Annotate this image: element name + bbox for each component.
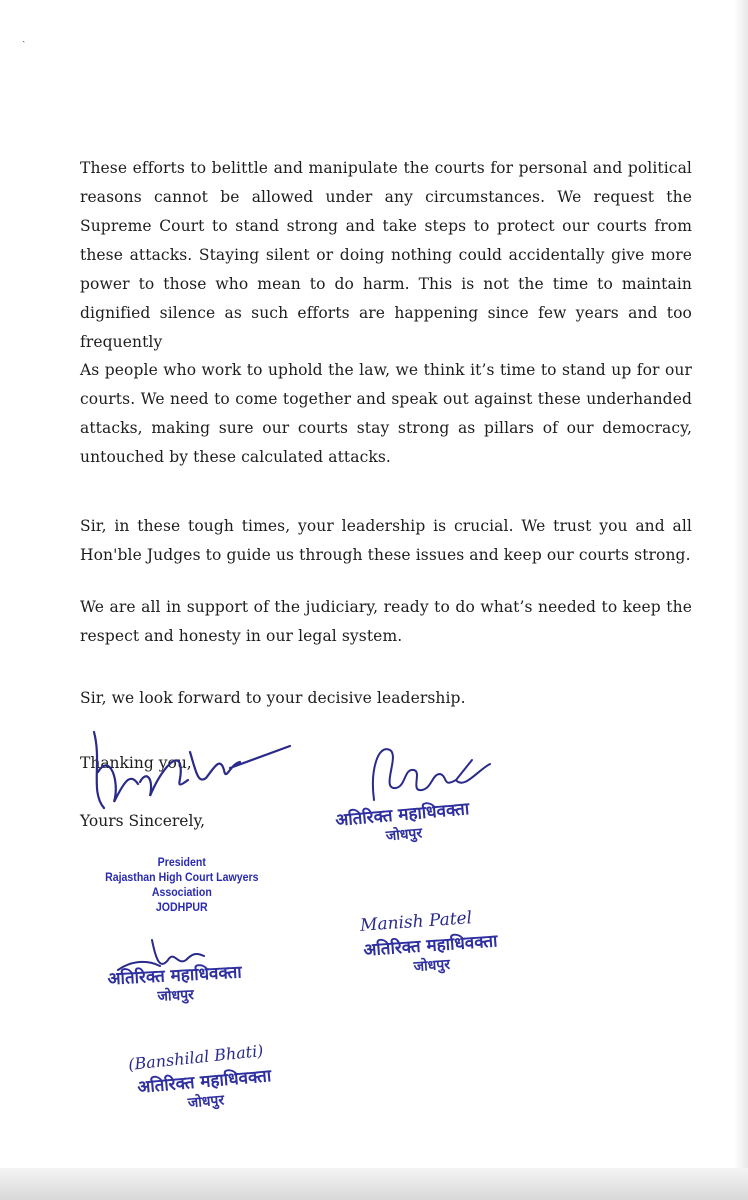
corner-mark: ˎ bbox=[22, 32, 26, 43]
paragraph-4: We are all in support of the judiciary, ready to do what’s needed to keep the respect and honesty in our legal system. bbox=[80, 598, 692, 645]
stamp-place: जोधपुर bbox=[157, 987, 195, 1005]
stamp-title: अतिरिक्त महाधिवक्ता bbox=[362, 931, 499, 961]
paragraph-5: Sir, we look forward to your decisive leadership. bbox=[80, 689, 466, 707]
president-signature bbox=[80, 712, 300, 822]
signature-banshilal-bhati: (Banshilal Bhati) bbox=[127, 1040, 265, 1075]
stamp-place: जोधपुर bbox=[413, 956, 451, 976]
stamp-place: जोधपुर bbox=[385, 825, 423, 845]
stamp-title: अतिरिक्त महाधिवक्ता bbox=[107, 962, 243, 990]
page-edge-shadow bbox=[734, 0, 748, 1168]
closing-sincerely: Yours Sincerely, bbox=[80, 812, 206, 830]
paragraph-2: As people who work to uphold the law, we think it’s time to stand up for our courts. We need to come together and speak out against these underhanded attacks, making sure our courts stay strong as pillars of our democracy, untouched by these calculated attacks. bbox=[80, 361, 692, 466]
seal-line-city: JODHPUR bbox=[155, 902, 208, 914]
stamp-additional-advocate-general-4 bbox=[137, 1066, 274, 1118]
paragraph-1: These efforts to belittle and manipulate the courts for personal and political reasons cannot be allowed under any circumstances. We request the Supreme Court to stand strong and take steps to protect our courts from these attacks. Staying silent or doing nothing could accidentally give more power to those who mean to do harm. This is not the time to maintain dignified silence as such efforts are happening since few years and too frequently bbox=[80, 159, 692, 351]
closing-thanks: Thanking you, bbox=[80, 754, 192, 772]
stamp-additional-advocate-general-2 bbox=[363, 931, 500, 980]
stamp-place: जोधपुर bbox=[187, 1092, 225, 1112]
signature-manish-patel: Manish Patel bbox=[359, 908, 473, 936]
stamp-title: अतिरिक्त महाधिवक्ता bbox=[136, 1066, 273, 1098]
president-seal bbox=[76, 856, 288, 916]
paragraph-3: Sir, in these tough times, your leadership is crucial. We trust you and all Hon'ble Judges to guide us through these issues and keep our courts strong. bbox=[80, 517, 692, 564]
stamp-additional-advocate-general-1 bbox=[335, 799, 472, 851]
stamp-additional-advocate-general-3 bbox=[107, 963, 243, 1010]
seal-line-association: Rajasthan High Court Lawyers Association bbox=[105, 872, 259, 899]
signature-a bbox=[360, 730, 500, 810]
page-bottom-shadow bbox=[0, 1168, 748, 1200]
stamp-title: अतिरिक्त महाधिवक्ता bbox=[334, 799, 471, 831]
seal-line-president: President bbox=[157, 857, 206, 869]
